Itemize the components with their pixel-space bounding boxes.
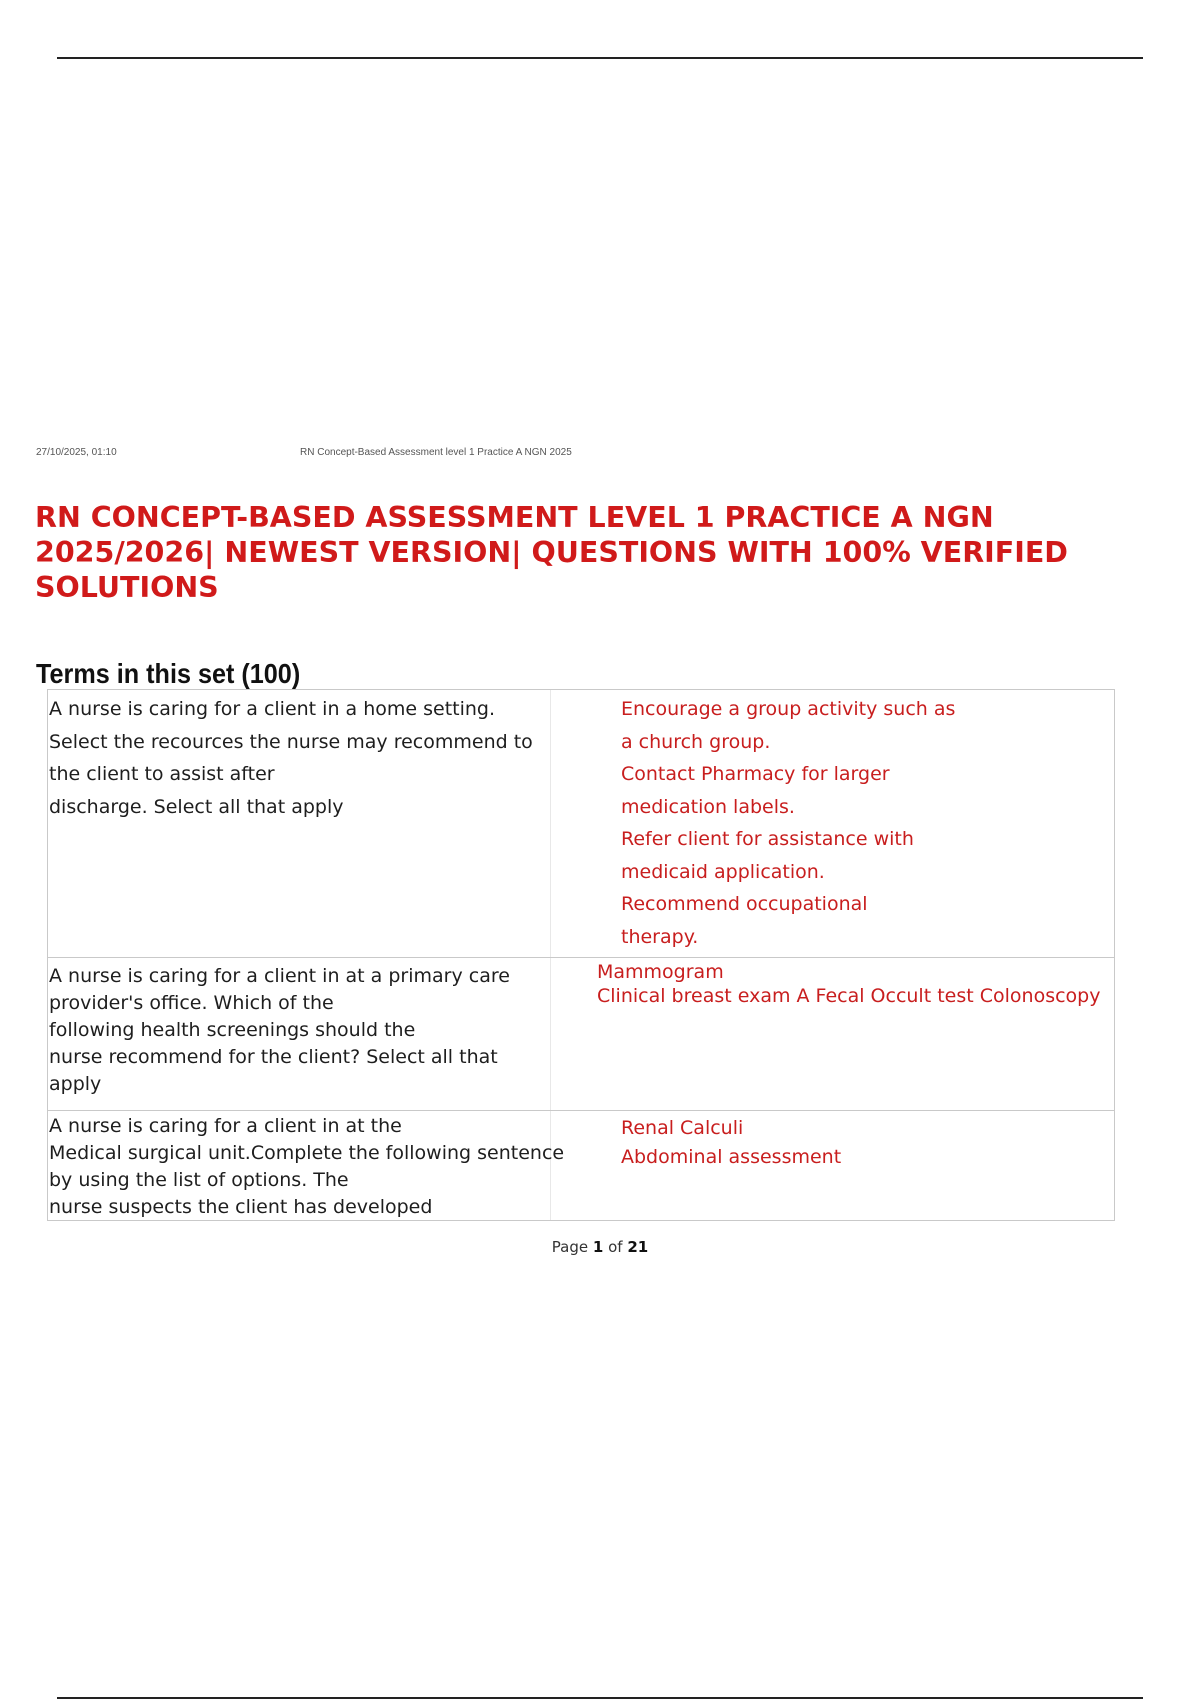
answer-line: Renal Calculi xyxy=(621,1117,744,1139)
current-page: 1 xyxy=(592,1238,604,1256)
question-line: A nurse is caring for a client in a home setting. xyxy=(49,698,496,720)
answer-line: Abdominal assessment xyxy=(621,1146,842,1168)
answer-line: Encourage a group activity such as xyxy=(621,698,956,720)
term-answer xyxy=(551,958,1114,1110)
question-line: Medical surgical unit.Complete the following sentence xyxy=(49,1142,565,1164)
question-line: A nurse is caring for a client in at the xyxy=(49,1115,402,1137)
term-row xyxy=(48,1110,1114,1220)
question-line: A nurse is caring for a client in at a primary care xyxy=(49,965,510,987)
page-prefix: Page xyxy=(551,1238,589,1256)
answer-line: Recommend occupational xyxy=(621,893,868,915)
term-row xyxy=(48,957,1114,1110)
term-question xyxy=(48,958,551,1110)
title-line: RN CONCEPT-BASED ASSESSMENT LEVEL 1 PRACTICE A NGN xyxy=(35,501,994,534)
question-line: nurse recommend for the client? Select all that xyxy=(49,1046,498,1068)
term-question xyxy=(48,1111,565,1220)
term-row xyxy=(48,690,1114,957)
print-timestamp: 27/10/2025, 01:10 xyxy=(36,447,117,458)
title-line: 2025/2026| NEWEST VERSION| QUESTIONS WITH 100% VERIFIED xyxy=(35,536,1068,569)
print-doc-name: RN Concept-Based Assessment level 1 Practice A NGN 2025 xyxy=(300,447,572,458)
answer-line: Refer client for assistance with xyxy=(621,828,914,850)
answer-line: therapy. xyxy=(621,925,699,948)
answer-line: medication labels. xyxy=(621,795,795,818)
answer-line: medicaid application. xyxy=(621,860,825,883)
question-line: the client to assist after xyxy=(49,763,275,785)
answer-line: Mammogram xyxy=(597,961,724,983)
term-question xyxy=(48,690,551,957)
total-pages: 21 xyxy=(627,1238,649,1256)
top-rule xyxy=(57,57,1143,59)
question-line: by using the list of options. The xyxy=(49,1169,349,1191)
question-line: following health screenings should the xyxy=(49,1019,416,1041)
question-line: nurse suspects the client has developed xyxy=(49,1196,433,1218)
terms-set-heading: Terms in this set (100) xyxy=(36,658,301,689)
question-line: discharge. Select all that apply xyxy=(49,795,344,818)
page-separator: of xyxy=(608,1238,623,1256)
question-line: Select the recources the nurse may recommend to xyxy=(49,730,533,753)
question-line: apply xyxy=(49,1073,102,1095)
page-number xyxy=(0,1238,1200,1256)
bottom-rule xyxy=(57,1697,1143,1699)
terms-table xyxy=(47,689,1115,1221)
answer-line: Clinical breast exam A Fecal Occult test Colonoscopy xyxy=(597,985,1101,1007)
answer-line: a church group. xyxy=(621,730,771,753)
question-line: provider's office. Which of the xyxy=(49,992,334,1014)
answer-line: Contact Pharmacy for larger xyxy=(621,763,890,785)
document-title xyxy=(35,500,1165,605)
title-line: SOLUTIONS xyxy=(35,571,219,604)
term-answer xyxy=(551,690,1114,957)
term-answer xyxy=(551,1111,1114,1220)
